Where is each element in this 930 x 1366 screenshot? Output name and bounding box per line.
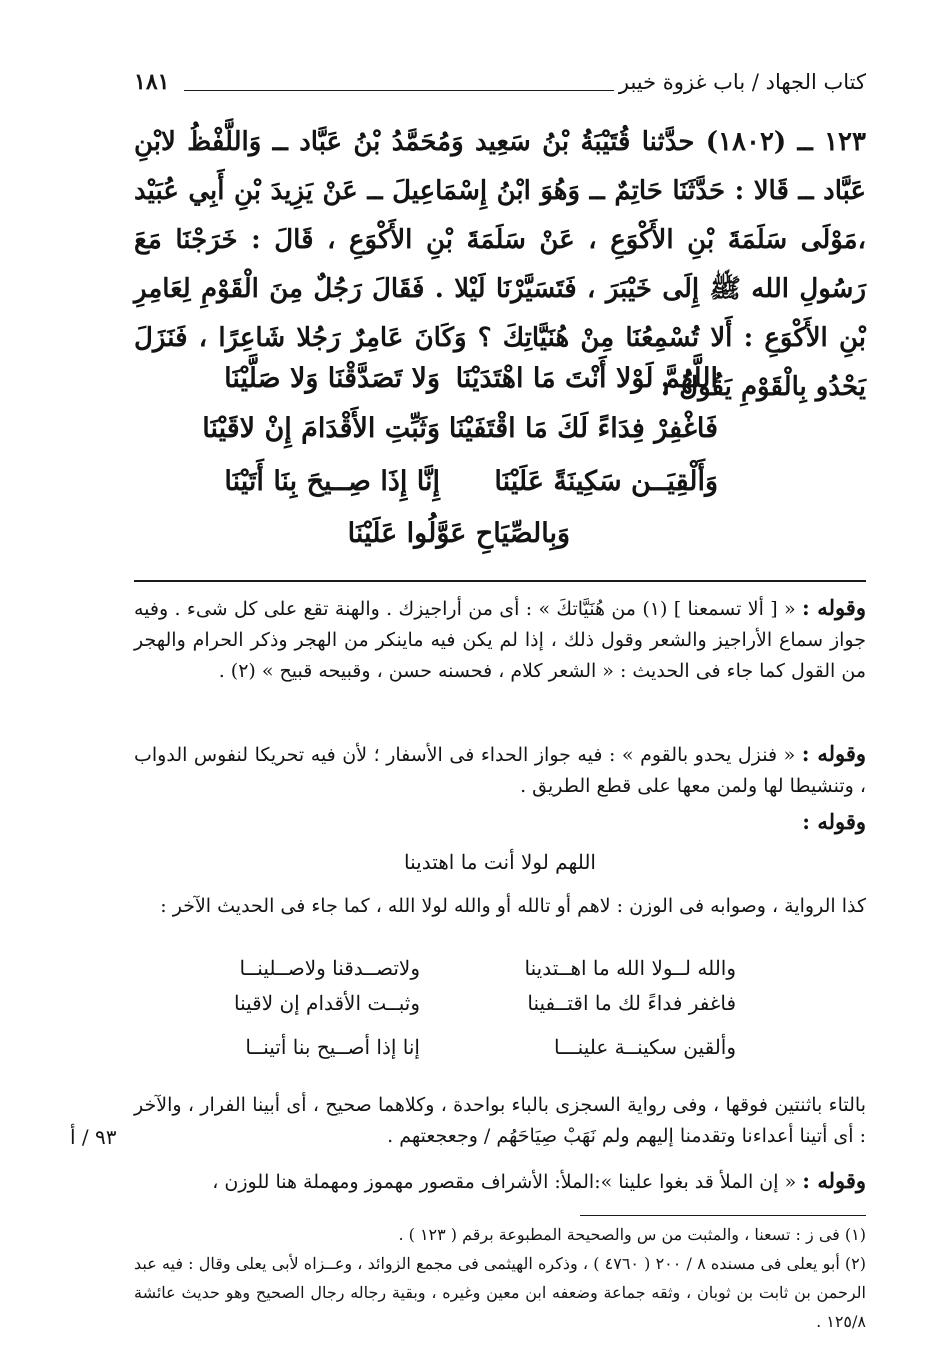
verse-2-left: وَثَبِّتِ الأَقْدَامَ إِنْ لاقَيْنَا — [202, 413, 440, 444]
verse-3-left: إِنَّا إِذَا صِــيحَ بِنَا أَتَيْنَا — [224, 466, 440, 497]
commentary-paragraph-2 — [134, 738, 866, 802]
footnote-2: (٢) أبو يعلى فى مسنده ٨ / ٢٠٠ ( ٤٧٦٠ ) ، وذكره الهيثمى فى مجمع الزوائد ، وعــزاه لأبى يعلى وقال : فيه عبد الرحمن بن ثابت بن ثوبان ، وثقه جماعة وضعفه ابن معين وغيره ، وبقية رجاله رجال الصحيح وهو حديث عائشة ١٢٥/٨ . — [134, 1254, 867, 1331]
verse-3-right: وَأَلْقِيَــن سَكِينَةً عَلَيْنَا — [494, 466, 718, 497]
commentary-quote: اللهم لولا أنت ما اهتدينا — [404, 850, 596, 874]
commentary-paragraph-4: كذا الرواية ، وصوابه فى الوزن : لاهم أو تالله أو والله لولا الله ، كما جاء فى الحديث الآخر : — [160, 895, 866, 917]
commentary-text: « إن الملأ قد بغوا علينا »:الملأ: الأشراف مقصور مهموز ومهملة هنا للوزن ، — [212, 1171, 797, 1193]
hadith-text: ١٢٣ ــ (١٨٠٢) حدَّثنا قُتَيْبَةُ بْنُ سَعِيد وَمُحَمَّدُ بْنُ عَبَّاد ــ وَاللَّفْظُ لابْنِ عَبَّاد ــ قَالا : حَدَّثَنَا حَاتِمٌ ــ وَهُوَ ابْنُ إِسْمَاعِيلَ ــ عَنْ يَزِيدَ بْنِ أَبِي عُبَيْد ،مَوْلَى سَلَمَةَ بْنِ الأَكْوَعِ ، عَنْ سَلَمَةَ بْنِ الأَكْوَعِ ، قَالَ : خَرَجْنَا مَعَ رَسُولِ الله ﷺ إِلَى خَيْبَرَ ، فَتَسَيَّرْنَا لَيْلا . فَقَالَ رَجُلٌ مِنَ الْقَوْمِ لِعَامِرِ بْنِ الأَكْوَعِ : أَلا تُسْمِعُنَا مِنْ هُنَيَّاتِكَ ؟ وَكَانَ عَامِرٌ رَجُلا شَاعِرًا ، فَنَزَلَ يَحْدُو بِالْقَوْمِ يَقُولُ : — [134, 127, 866, 402]
comm-verse-3-right: وألقين سكينــة علينـــا — [553, 1035, 736, 1059]
comm-verse-1-right: والله لــولا الله ما اهــتدينا — [524, 956, 736, 980]
comm-verse-2-right: فاغفر فداءً لك ما اقتــفينا — [527, 991, 736, 1015]
verse-final: وَبِالصِّيَاحِ عَوَّلُوا عَلَيْنَا — [347, 518, 570, 549]
comm-verse-3-left: إنا إذا أصــيح بنا أتينــا — [245, 1035, 420, 1059]
manuscript-folio-reference: ٩٣ / أ — [70, 1125, 117, 1149]
footnote-1: (١) فى ز : تسعنا ، والمثبت من س والصحيحة المطبوعة برقم ( ١٢٣ ) . — [398, 1225, 866, 1244]
commentary-text: « فنزل يحدو بالقوم » : فيه جواز الحداء فى الأسفار ؛ لأن فيه تحريكا لنفوس الدواب ، وتنشيطا لها ولمن معها على قطع الطريق . — [134, 744, 866, 797]
verse-2-right: فَاغْفِرْ فِدَاءً لَكَ مَا اقْتَفَيْنَا — [448, 413, 718, 444]
comm-verse-1-left: ولاتصــدقنا ولاصــلينــا — [239, 956, 420, 980]
commentary-paragraph-1 — [134, 592, 866, 687]
commentary-keyword: وقوله : — [801, 741, 867, 766]
commentary-paragraph-3 — [134, 806, 866, 839]
footnote-rule — [580, 1215, 866, 1216]
commentary-paragraph-6 — [134, 1165, 866, 1198]
commentary-paragraph-5: بالتاء باثنتين فوقها ، وفى رواية السجزى بالباء بواحدة ، وكلاهما صحيح ، أى أبينا الفرار ، والآخر : أى أتينا أعداءنا وتقدمنا إليهم ولم نَهَبْ صِيَاحَهُم / وجعجعتهم . — [134, 1094, 866, 1147]
commentary-keyword: وقوله : — [802, 809, 866, 834]
commentary-text: « [ ألا تسمعنا ] (١) من هُنَيَّاتكَ » : أى من أراجيزك . والهنة تقع على كل شىء . وفيه جواز سماع الأراجيز والشعر وقول ذلك ، إذا لم يكن فيه ماينكر من الهجر وذكر الحرام والهجر من القول كما جاء فى الحديث : « الشعر كلام ، فحسنه حسن ، وقبيحه قبيح » (٢) . — [134, 598, 866, 682]
text-commentary-divider — [134, 580, 866, 582]
header-rule — [184, 90, 614, 91]
page-number: ١٨١ — [134, 69, 170, 95]
verse-1-right: اللَّهُمَّ لَوْلا أَنْتَ مَا اهْتَدَيْنَا — [455, 363, 718, 394]
comm-verse-2-left: وثبــت الأقدام إن لاقينا — [233, 991, 420, 1015]
commentary-keyword: وقوله : — [802, 1168, 866, 1193]
verse-1-left: وَلا تَصَدَّقْنَا وَلا صَلَّيْنَا — [224, 363, 440, 394]
commentary-keyword: وقوله : — [801, 595, 866, 620]
running-header-title: كتاب الجهاد / باب غزوة خيبر — [618, 70, 866, 94]
